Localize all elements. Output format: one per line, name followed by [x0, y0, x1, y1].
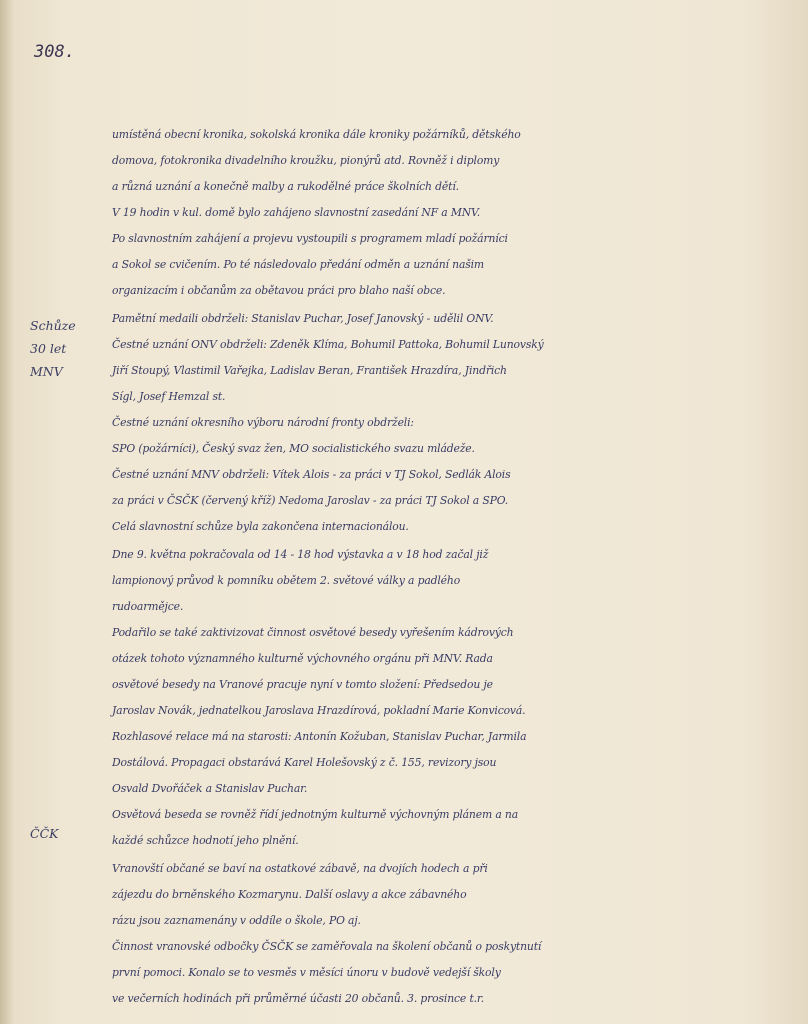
- text-line: Dne 9. května pokračovala od 14 - 18 hod výstavka a v 18 hod začal již: [112, 548, 489, 561]
- text-line: rudoarmějce.: [112, 600, 184, 613]
- handwritten-body: [112, 122, 712, 1012]
- text-line: Osvald Dvořáček a Stanislav Puchar.: [112, 782, 308, 795]
- text-line: první pomoci. Konalo se to vesměs v měsíci únoru v budově vedejší školy: [112, 966, 501, 979]
- margin-note-line: ČČK: [30, 826, 59, 841]
- text-line: osvětové besedy na Vranové pracuje nyní v tomto složení: Předsedou je: [112, 678, 493, 691]
- text-line: a Sokol se cvičením. Po té následovalo předání odměn a uznání našim: [112, 258, 485, 271]
- margin-note-meeting: [30, 314, 96, 383]
- text-line: Jiří Stoupý, Vlastimil Vařejka, Ladislav Beran, František Hrazdíra, Jindřich: [112, 364, 507, 377]
- text-line: Čestné uznání ONV obdrželi: Zdeněk Klíma, Bohumil Pattoka, Bohumil Lunovský: [112, 338, 544, 351]
- text-line: umístěná obecní kronika, sokolská kronika dále kroniky požárníků, dětského: [112, 128, 521, 141]
- text-line: organizacím i občanům za obětavou práci pro blaho naší obce.: [112, 284, 446, 297]
- text-line: Sígl, Josef Hemzal st.: [112, 390, 226, 403]
- text-line: Rozhlasové relace má na starosti: Antonín Kožuban, Stanislav Puchar, Jarmila: [112, 730, 527, 743]
- margin-note-red-cross: [30, 822, 96, 845]
- margin-note-line: 30 let: [30, 341, 67, 356]
- text-line: Činnost vranovské odbočky ČSČK se zaměřovala na školení občanů o poskytnutí: [112, 940, 542, 953]
- text-line: ve večerních hodinách při průměrné účasti 20 občanů. 3. prosince t.r.: [112, 992, 485, 1005]
- text-line: za práci v ČSČK (červený kříž) Nedoma Jaroslav - za práci TJ Sokol a SPO.: [112, 494, 509, 507]
- text-line: V 19 hodin v kul. domě bylo zahájeno slavnostní zasedání NF a MNV.: [112, 206, 481, 219]
- text-line: rázu jsou zaznamenány v oddíle o škole, PO aj.: [112, 914, 361, 927]
- text-line: Dostálová. Propagaci obstarává Karel Holešovský z č. 155, revizory jsou: [112, 756, 497, 769]
- text-line: otázek tohoto významného kulturně výchovného orgánu při MNV. Rada: [112, 652, 493, 665]
- text-line: Podařilo se také zaktivizovat činnost osvětové besedy vyřešením kádrových: [112, 626, 514, 639]
- text-line: Celá slavnostní schůze byla zakončena internacionálou.: [112, 520, 409, 533]
- margin-note-line: Schůze: [30, 318, 76, 333]
- text-line: zájezdu do brněnského Kozmarynu. Další oslavy a akce zábavného: [112, 888, 467, 901]
- text-line: Vranovští občané se baví na ostatkové zábavě, na dvojích hodech a při: [112, 862, 488, 875]
- margin-note-line: MNV: [30, 364, 63, 379]
- text-line: Čestné uznání MNV obdrželi: Vítek Alois - za práci v TJ Sokol, Sedlák Alois: [112, 468, 511, 481]
- page-number: 308.: [34, 42, 75, 62]
- binding-shadow: [0, 0, 14, 1024]
- text-line: domova, fotokronika divadelního kroužku, pionýrů atd. Rovněž i diplomy: [112, 154, 500, 167]
- text-line: každé schůzce hodnotí jeho plnění.: [112, 834, 299, 847]
- text-line: lampionový průvod k pomníku obětem 2. světové války a padlého: [112, 574, 461, 587]
- text-line: Jaroslav Novák, jednatelkou Jaroslava Hrazdírová, pokladní Marie Konvicová.: [112, 704, 526, 717]
- text-line: Čestné uznání okresního výboru národní fronty obdrželi:: [112, 416, 414, 429]
- text-line: SPO (požárníci), Český svaz žen, MO socialistického svazu mládeže.: [112, 442, 475, 455]
- text-line: Po slavnostním zahájení a projevu vystoupili s programem mladí požárníci: [112, 232, 508, 245]
- text-line: Osvětová beseda se rovněž řídí jednotným kulturně výchovným plánem a na: [112, 808, 518, 821]
- text-line: a různá uznání a konečně malby a rukodělné práce školních dětí.: [112, 180, 459, 193]
- text-line: Pamětní medaili obdrželi: Stanislav Puchar, Josef Janovský - udělil ONV.: [112, 312, 494, 325]
